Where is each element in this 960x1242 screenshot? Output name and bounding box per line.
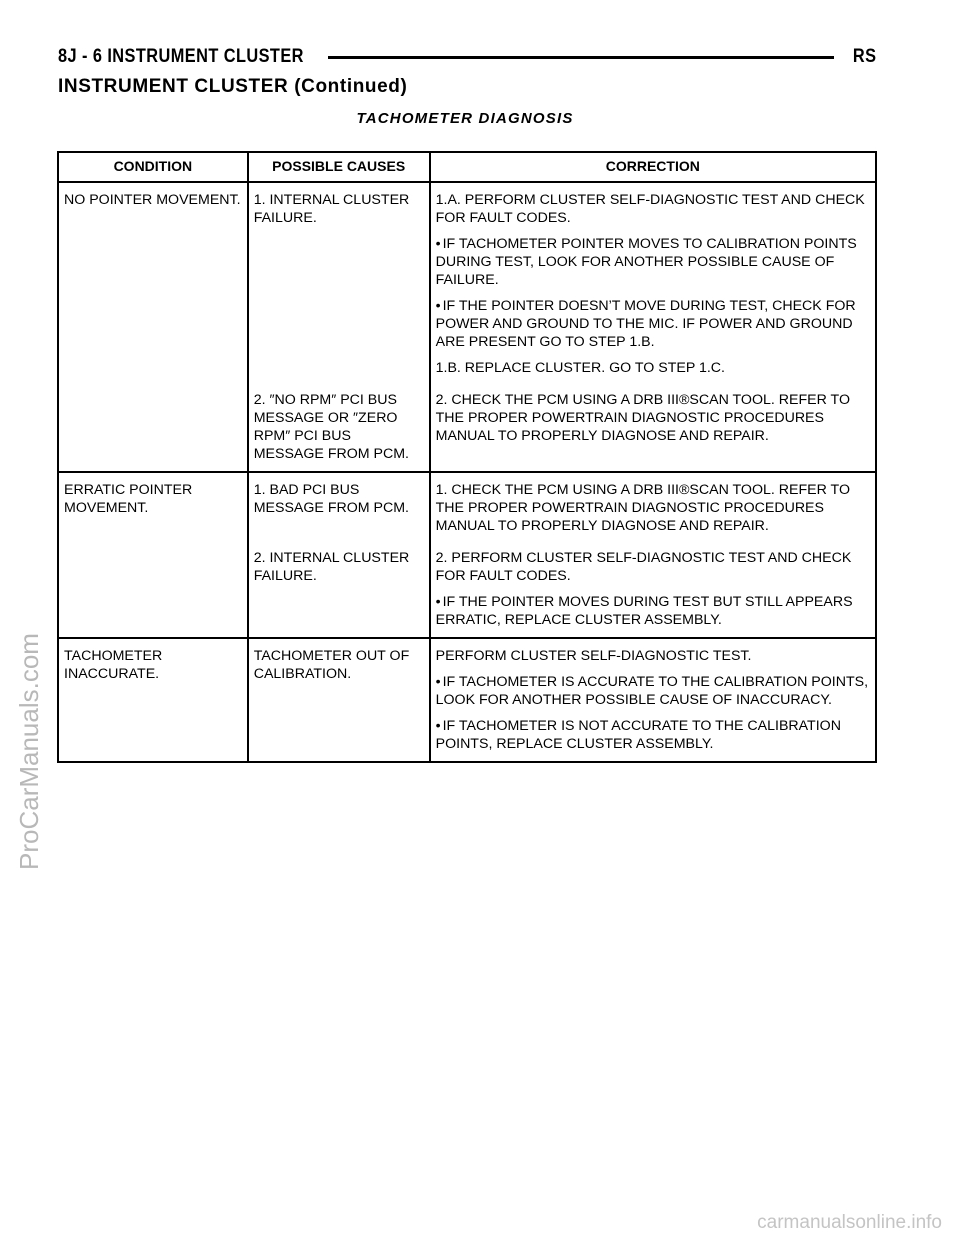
column-header-condition: CONDITION (58, 152, 248, 182)
cause-cell (248, 638, 430, 762)
cause-text: 1. INTERNAL CLUSTER FAILURE. (253, 192, 410, 226)
correction-step: 2. PERFORM CLUSTER SELF-DIAGNOSTIC TEST AND CHECK FOR FAULT CODES. (435, 550, 852, 584)
table-header-row (58, 152, 876, 182)
condition-text: TACHOMETER INACCURATE. (64, 648, 163, 682)
cause-text: TACHOMETER OUT OF CALIBRATION. (253, 648, 410, 682)
page-header (58, 44, 876, 74)
footer-watermark: carmanualsonline.info (757, 1212, 942, 1233)
correction-step: PERFORM CLUSTER SELF-DIAGNOSTIC TEST. (435, 648, 752, 664)
correction-cell (430, 638, 876, 762)
correction-cell (430, 472, 876, 541)
condition-cell (58, 182, 248, 472)
column-header-causes: POSSIBLE CAUSES (248, 152, 430, 182)
correction-bullet: • IF TACHOMETER IS ACCURATE TO THE CALIBRATION POINTS, LOOK FOR ANOTHER POSSIBLE CAUSE OF INACCURACY. (436, 673, 870, 709)
condition-text: NO POINTER MOVEMENT. (64, 192, 241, 208)
correction-step: 1.A. PERFORM CLUSTER SELF-DIAGNOSTIC TEST AND CHECK FOR FAULT CODES. (435, 192, 865, 226)
correction-bullet: • IF THE POINTER DOESN’T MOVE DURING TEST, CHECK FOR POWER AND GROUND TO THE MIC. IF POWER AND GROUND ARE PRESENT GO TO STEP 1.B. (436, 297, 870, 351)
cause-text: 1. BAD PCI BUS MESSAGE FROM PCM. (253, 482, 409, 516)
model-code: RS (852, 46, 876, 67)
correction-bullet: • IF TACHOMETER IS NOT ACCURATE TO THE CALIBRATION POINTS, REPLACE CLUSTER ASSEMBLY. (436, 717, 870, 753)
section-heading: INSTRUMENT CLUSTER (Continued) (58, 76, 408, 97)
correction-step: 2. CHECK THE PCM USING A DRB III®SCAN TOOL. REFER TO THE PROPER POWERTRAIN DIAGNOSTIC PROCEDURES MANUAL TO PROPERLY DIAGNOSE AND REPAIR. (435, 392, 850, 444)
cause-text: 2. INTERNAL CLUSTER FAILURE. (253, 550, 410, 584)
cause-cell (248, 541, 430, 638)
condition-text: ERRATIC POINTER MOVEMENT. (64, 482, 193, 516)
table-row (58, 182, 876, 383)
cause-cell (248, 383, 430, 472)
diagnosis-table (57, 151, 877, 763)
correction-bullet: • IF TACHOMETER POINTER MOVES TO CALIBRATION POINTS DURING TEST, LOOK FOR ANOTHER POSSIBLE CAUSE OF FAILURE. (436, 235, 870, 289)
correction-step: 1.B. REPLACE CLUSTER. GO TO STEP 1.C. (435, 360, 725, 376)
cause-cell (248, 472, 430, 541)
correction-cell (430, 182, 876, 383)
condition-cell (58, 472, 248, 638)
table-body (58, 182, 876, 762)
correction-bullet: • IF THE POINTER MOVES DURING TEST BUT STILL APPEARS ERRATIC, REPLACE CLUSTER ASSEMBLY. (436, 593, 870, 629)
correction-cell (430, 541, 876, 638)
table-title: TACHOMETER DIAGNOSIS (356, 110, 574, 127)
condition-cell (58, 638, 248, 762)
cause-cell (248, 182, 430, 383)
table-row (58, 472, 876, 541)
correction-step: 1. CHECK THE PCM USING A DRB III®SCAN TOOL. REFER TO THE PROPER POWERTRAIN DIAGNOSTIC PROCEDURES MANUAL TO PROPERLY DIAGNOSE AND REPAIR. (435, 482, 850, 534)
cause-text: 2. ″NO RPM″ PCI BUS MESSAGE OR ″ZERO RPM″ PCI BUS MESSAGE FROM PCM. (253, 392, 409, 462)
column-header-correction: CORRECTION (430, 152, 876, 182)
side-watermark: ProCarManuals.com (14, 633, 44, 870)
page-section-label: 8J - 6 INSTRUMENT CLUSTER (58, 46, 304, 67)
header-rule (328, 56, 834, 59)
correction-cell (430, 383, 876, 472)
table-row (58, 638, 876, 762)
